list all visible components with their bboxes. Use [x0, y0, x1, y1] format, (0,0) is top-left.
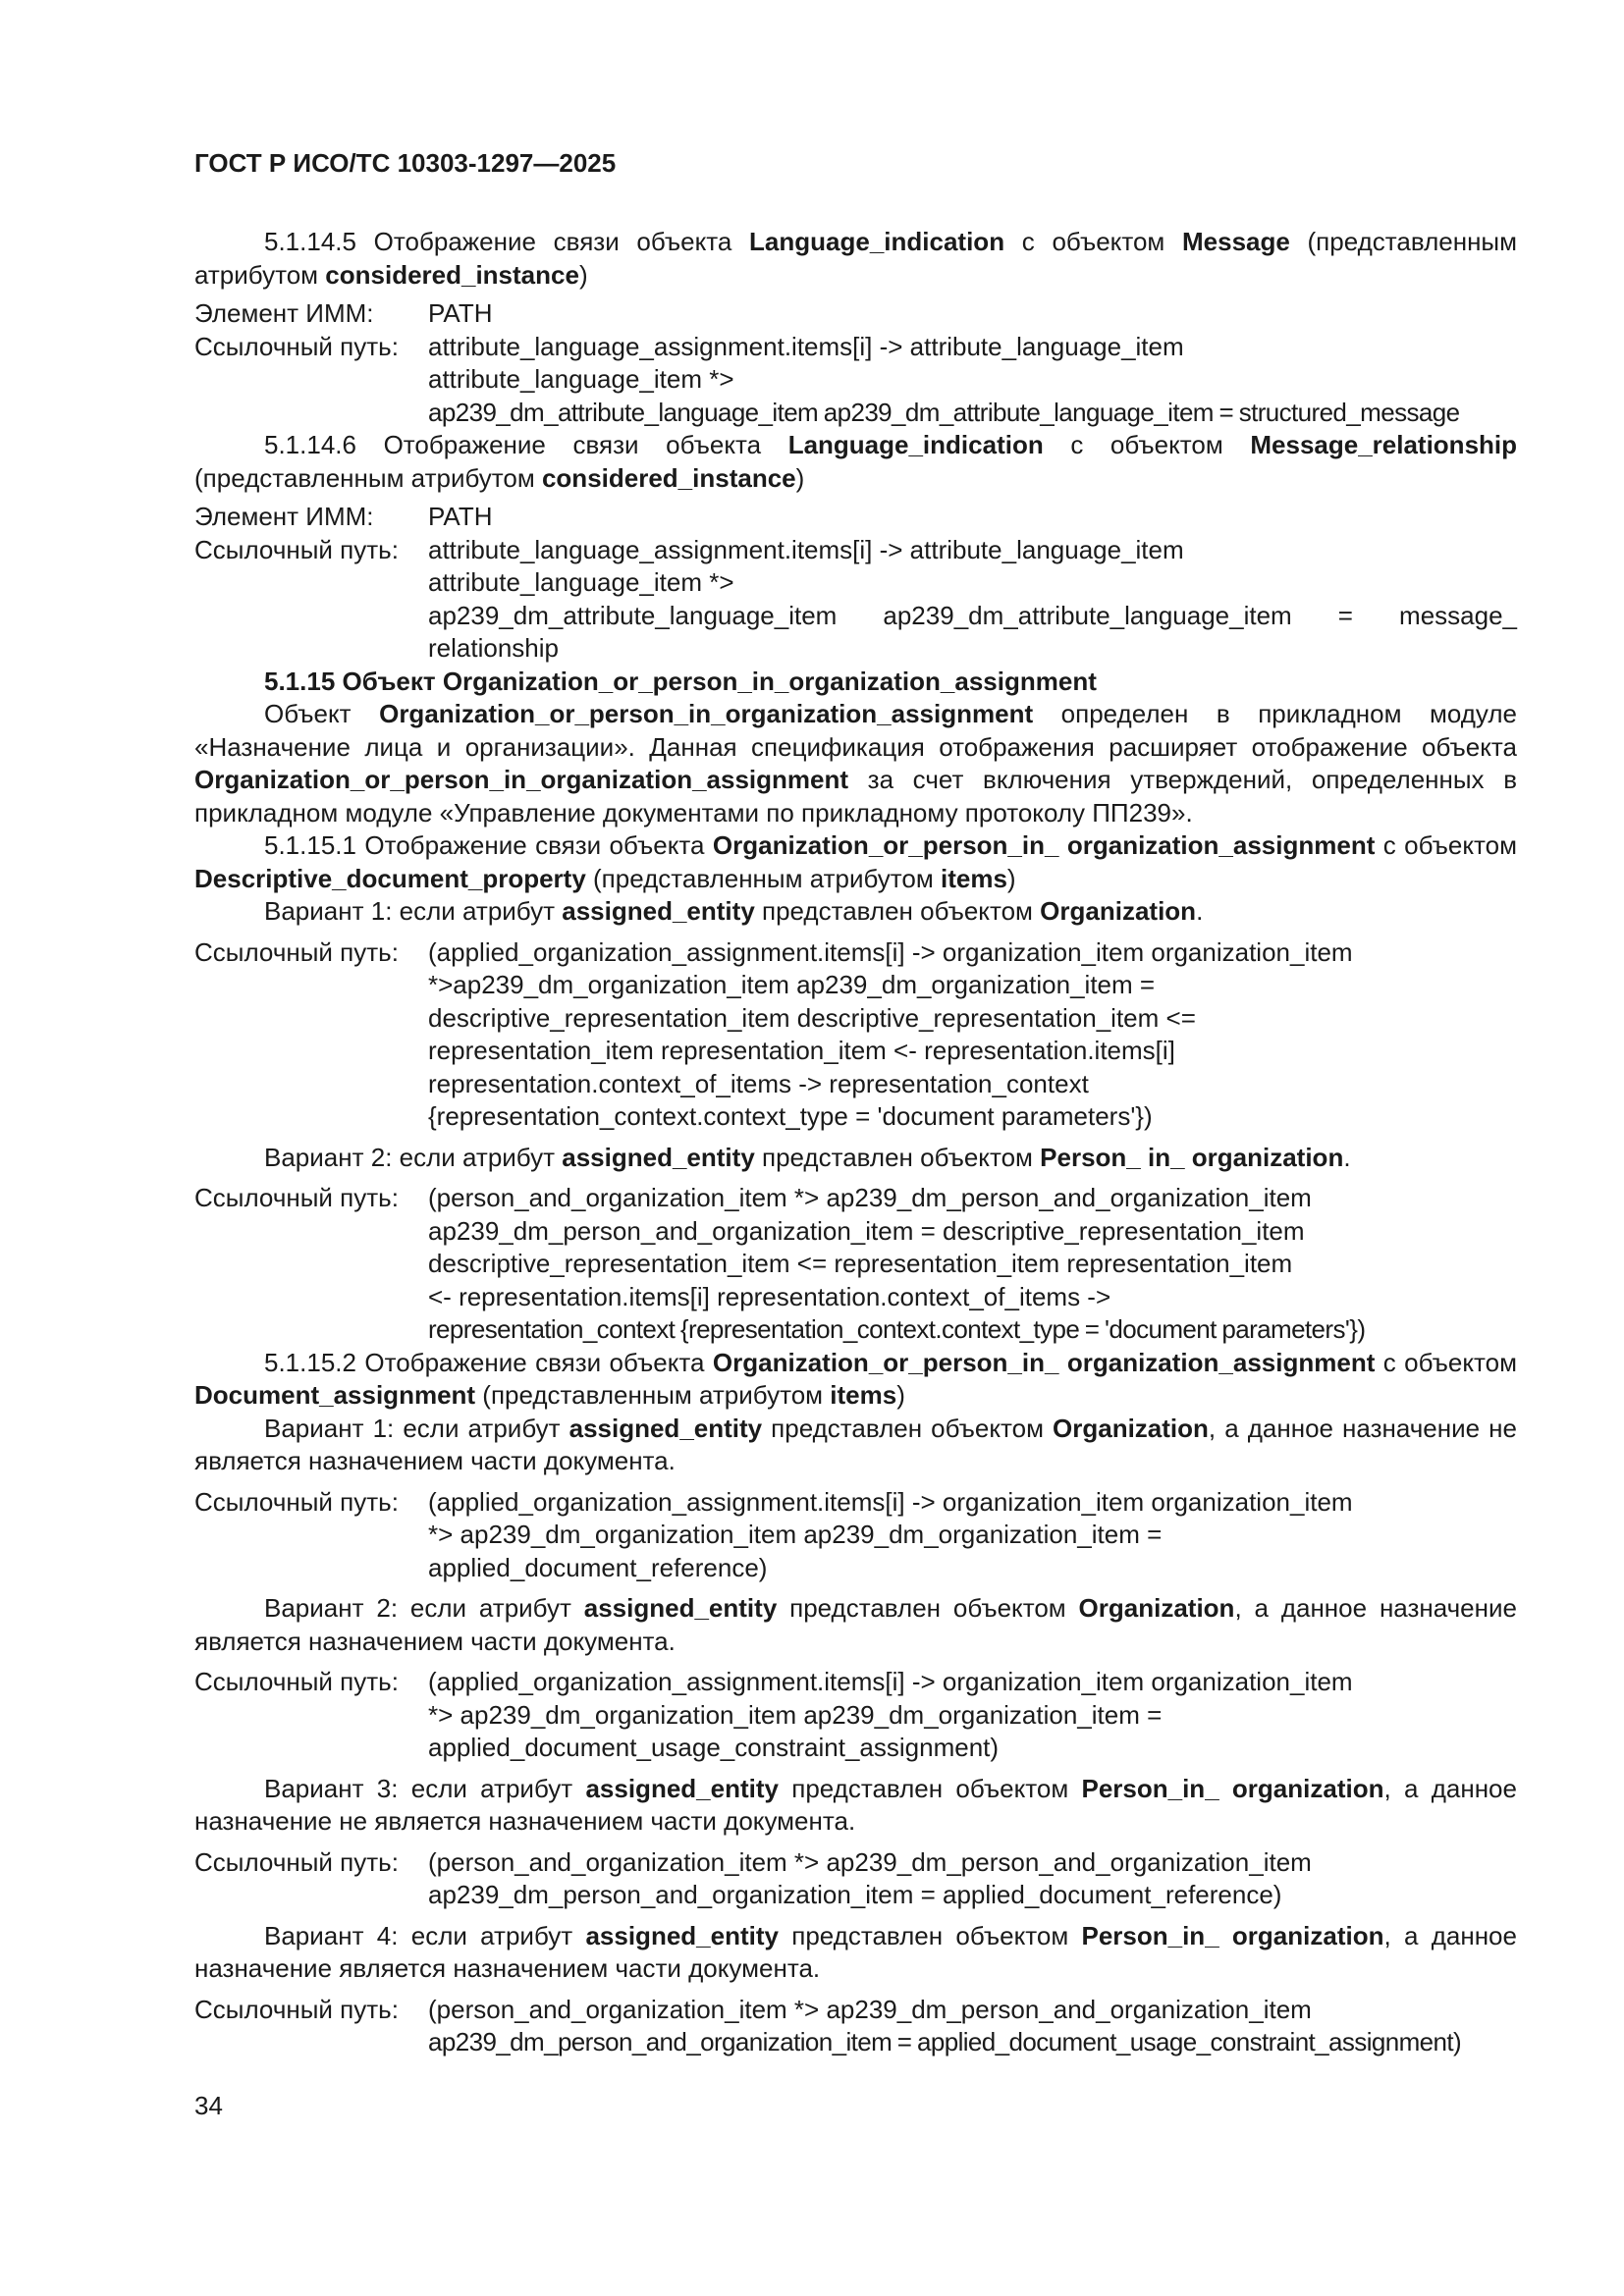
ref-path-label: Ссылочный путь: — [194, 1486, 399, 1517]
element-value: PATH — [428, 298, 493, 328]
ref-path-row — [194, 1182, 1517, 1347]
clause-5-1-14-5: 5.1.14.5 Отображение связи объекта Language_indication с объектом Message (представленным атрибутом considered_instance) — [194, 227, 1517, 290]
ref-path-value: (applied_organization_assignment.items[i] -> organization_item organization_item *> ap239_dm_organization_item ap239_dm_organization_item = applied_document_reference) — [428, 1486, 1353, 1582]
ref-path-value: (person_and_organization_item *> ap239_dm_person_and_organization_item ap239_dm_person_and_organization_item = applied_document_reference) — [428, 1846, 1312, 1909]
ref-path-value: (person_and_organization_item *> ap239_dm_person_and_organization_item ap239_dm_person_and_organization_item = descriptive_representation_item descriptive_representation_item <= representation_item representation_item <- representation.items[i] representation.context_of_items -> representation_context {representation_context.context_type = 'document parameters'}) — [428, 1183, 1366, 1344]
element-label: Элемент ИММ: — [194, 298, 374, 328]
element-row — [194, 501, 1517, 534]
variant-paragraph: Вариант 2: если атрибут assigned_entity представлен объектом Person_ in_ organization. — [264, 1142, 1351, 1172]
ref-path-label: Ссылочный путь: — [194, 331, 399, 361]
ref-path-value: attribute_language_assignment.items[i] -> attribute_language_item attribute_language_item *> ap239_dm_attribute_language_item ap239_dm_attribute_language_item = message_ relationship — [428, 534, 1517, 663]
ref-path-label: Ссылочный путь: — [194, 1846, 399, 1877]
ref-path-label: Ссылочный путь: — [194, 534, 399, 564]
element-row — [194, 297, 1517, 331]
page-header: ГОСТ Р ИСО/ТС 10303-1297—2025 — [194, 148, 617, 178]
clause-5-1-15-2: 5.1.15.2 Отображение связи объекта Organization_or_person_in_ organization_assignment с объектом Document_assignment (представленным атрибутом items) — [194, 1347, 1518, 1410]
variant-paragraph: Вариант 1: если атрибут assigned_entity представлен объектом Organization. — [264, 896, 1204, 926]
ref-path-value: (applied_organization_assignment.items[i] -> organization_item organization_item *>ap239_dm_organization_item ap239_dm_organization_item = descriptive_representation_item descriptive_representation_item <= representation_item representation_item <- representation.items[i] representation.context_of_items -> representation_context {representation_context.context_type = 'document parameters'}) — [428, 936, 1353, 1131]
variant-paragraph: Вариант 4: если атрибут assigned_entity представлен объектом Person_in_ organization, а данное назначение является назначением части документа. — [194, 1920, 1517, 1983]
page-number: 34 — [194, 2091, 223, 2120]
ref-path-label: Ссылочный путь: — [194, 1183, 399, 1212]
ref-path-value: attribute_language_assignment.items[i] -> attribute_language_item attribute_language_item *> ap239_dm_attribute_language_item ap239_dm_attribute_language_item = structured_message — [428, 331, 1460, 427]
ref-path-row — [194, 1486, 1517, 1585]
ref-path-label: Ссылочный путь: — [194, 1667, 399, 1696]
element-label: Элемент ИММ: — [194, 502, 374, 531]
section-heading: 5.1.15 Объект Organization_or_person_in_organization_assignment — [264, 666, 1097, 696]
section-intro: Объект Organization_or_person_in_organization_assignment определен в прикладном модуле «Назначение лица и организации». Данная спецификация отображения расширяет отображение объекта Organization_or_person_in_organization_assignment за счет включения утверждений, определенных в прикладном модуле «Управление документами по прикладному протоколу ПП239». — [194, 699, 1517, 828]
variant-paragraph: Вариант 3: если атрибут assigned_entity представлен объектом Person_in_ organization, а данное назначение не является назначением части документа. — [194, 1773, 1517, 1836]
clause-5-1-15-1: 5.1.15.1 Отображение связи объекта Organization_or_person_in_ organization_assignment с объектом Descriptive_document_property (представленным атрибутом items) — [194, 830, 1518, 893]
ref-path-label: Ссылочный путь: — [194, 936, 399, 967]
variant-paragraph: Вариант 2: если атрибут assigned_entity представлен объектом Organization, а данное назначение является назначением части документа. — [194, 1593, 1517, 1656]
ref-path-row — [194, 1994, 1517, 2059]
ref-path-row — [194, 534, 1517, 666]
ref-path-label: Ссылочный путь: — [194, 1994, 399, 2024]
ref-path-row — [194, 1666, 1517, 1765]
page-body — [194, 226, 1517, 2059]
ref-path-value: (person_and_organization_item *> ap239_dm_person_and_organization_item ap239_dm_person_and_organization_item = applied_document_usage_constraint_assignment) — [428, 1994, 1462, 2056]
ref-path-row — [194, 331, 1517, 430]
ref-path-value: (applied_organization_assignment.items[i] -> organization_item organization_item *> ap239_dm_organization_item ap239_dm_organization_item = applied_document_usage_constraint_assignment) — [428, 1667, 1353, 1762]
variant-paragraph: Вариант 1: если атрибут assigned_entity представлен объектом Organization, а данное назначение не является назначением части документа. — [194, 1413, 1517, 1475]
ref-path-row — [194, 1846, 1517, 1912]
ref-path-row — [194, 936, 1517, 1134]
element-value: PATH — [428, 502, 493, 531]
clause-5-1-14-6: 5.1.14.6 Отображение связи объекта Language_indication с объектом Message_relationship (представленным атрибутом considered_instance) — [194, 430, 1518, 493]
